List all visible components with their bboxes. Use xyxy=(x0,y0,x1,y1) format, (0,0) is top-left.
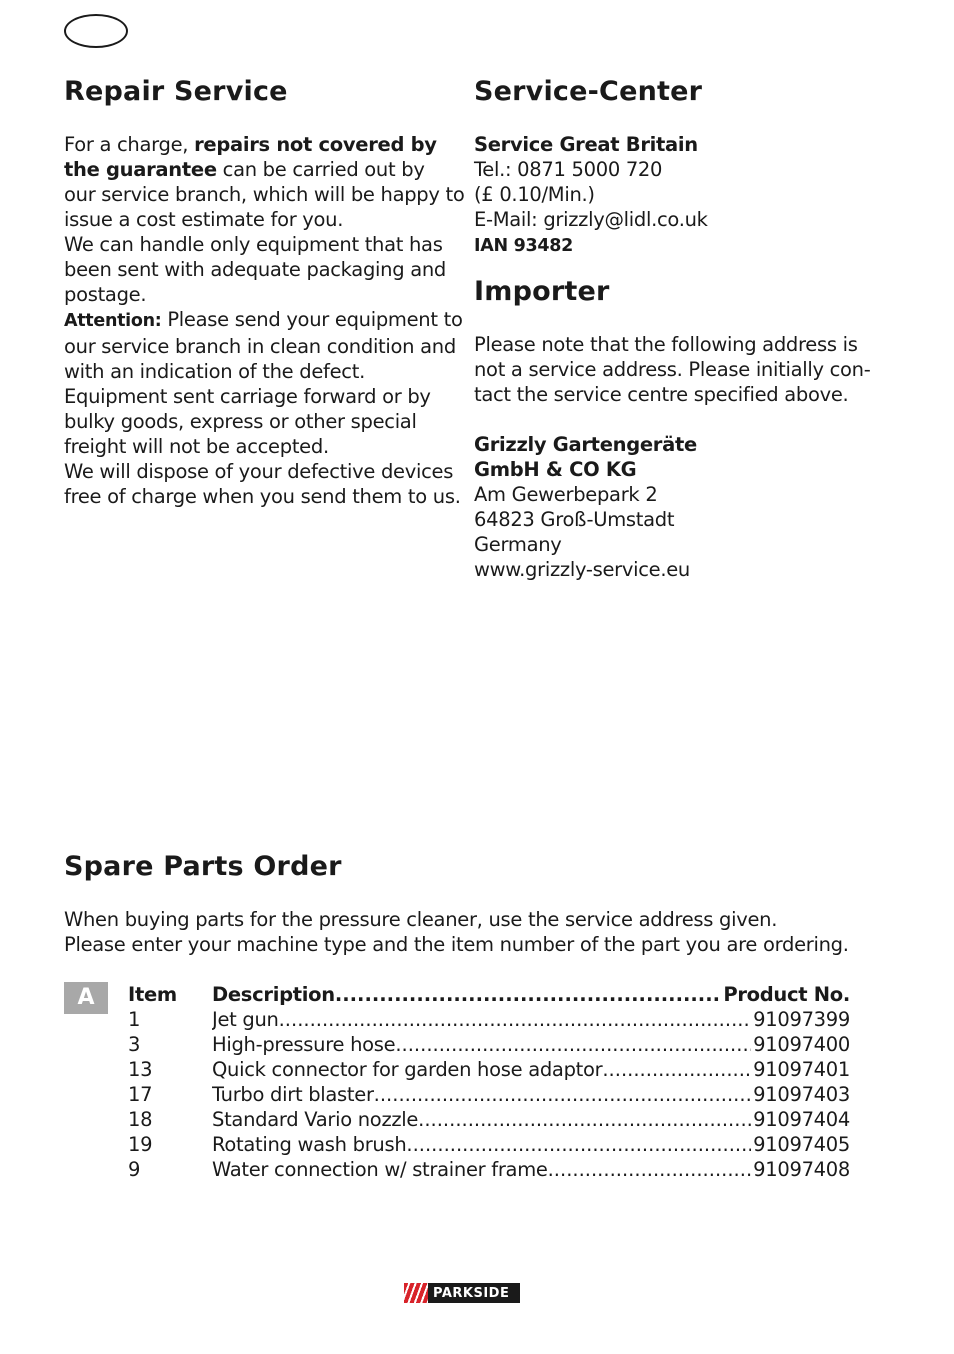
text-run: can be carried out by xyxy=(216,158,425,181)
header-item: Item xyxy=(128,983,177,1006)
leader-dots xyxy=(418,1107,751,1132)
product-number: 91097399 xyxy=(753,1008,850,1031)
repair-service-text xyxy=(64,132,465,509)
bold-text: repairs not covered by xyxy=(194,133,437,156)
service-center-text xyxy=(474,132,708,259)
table-row xyxy=(128,1032,850,1057)
text-line xyxy=(64,207,465,232)
leader-dots xyxy=(548,1157,752,1182)
text-line xyxy=(64,232,465,257)
text-line xyxy=(474,482,697,507)
part-description: Rotating wash brush xyxy=(212,1133,407,1156)
text-line xyxy=(64,132,465,157)
leader-dots xyxy=(279,1007,752,1032)
header-product: Product No. xyxy=(723,983,850,1006)
description-cell xyxy=(212,1107,751,1132)
description-cell xyxy=(212,1157,751,1182)
spare-parts-table xyxy=(128,982,850,1182)
product-number: 91097408 xyxy=(753,1158,850,1181)
description-cell xyxy=(212,1132,751,1157)
text-run: tact the service centre specified above. xyxy=(474,383,849,406)
service-center-heading: Service-Center xyxy=(474,76,703,107)
language-badge xyxy=(64,14,128,48)
description-cell xyxy=(212,1057,751,1082)
table-row xyxy=(128,1082,850,1107)
spare-parts-intro xyxy=(64,907,849,957)
text-run: www.grizzly-service.eu xyxy=(474,558,690,581)
logo-stripes xyxy=(404,1283,428,1303)
text-line xyxy=(474,432,697,457)
text-run: our service branch, which will be happy to xyxy=(64,183,465,206)
logo-text: PARKSIDE xyxy=(433,1285,510,1301)
product-number: 91097403 xyxy=(753,1083,850,1106)
bold-text: Attention: xyxy=(64,311,162,331)
text-run: Please note that the following address is xyxy=(474,333,858,356)
leader-dots xyxy=(602,1057,751,1082)
text-run: E-Mail: grizzly@lidl.co.uk xyxy=(474,208,708,231)
text-line xyxy=(64,157,465,182)
part-description: Turbo dirt blaster xyxy=(212,1083,374,1106)
text-line xyxy=(64,484,465,509)
text-line xyxy=(474,157,708,182)
text-line xyxy=(474,182,708,207)
part-description: Quick connector for garden hose adaptor xyxy=(212,1058,603,1081)
text-line xyxy=(64,182,465,207)
bold-text: the guarantee xyxy=(64,158,217,181)
text-line xyxy=(474,207,708,232)
description-cell xyxy=(212,1007,751,1032)
item-number: 17 xyxy=(128,1083,153,1106)
text-line xyxy=(64,307,465,334)
parkside-logo xyxy=(404,1283,520,1303)
text-run: Tel.: 0871 5000 720 xyxy=(474,158,663,181)
header-description: Description xyxy=(212,983,335,1006)
table-body xyxy=(128,1007,850,1182)
text-line xyxy=(474,457,697,482)
header-description-cell xyxy=(212,982,721,1007)
text-run: our service branch in clean condition and xyxy=(64,335,456,358)
item-number: 9 xyxy=(128,1158,141,1181)
importer-note xyxy=(474,332,870,407)
table-header xyxy=(128,982,850,1007)
part-description: Jet gun xyxy=(212,1008,279,1031)
item-number: 1 xyxy=(128,1008,141,1031)
text-run: Please enter your machine type and the item number of the part you are ordering. xyxy=(64,933,849,956)
text-run: been sent with adequate packaging and xyxy=(64,258,446,281)
item-number: 19 xyxy=(128,1133,153,1156)
product-number: 91097401 xyxy=(753,1058,850,1081)
text-run: Am Gewerbepark 2 xyxy=(474,483,658,506)
text-run: bulky goods, express or other special xyxy=(64,410,417,433)
importer-address xyxy=(474,432,697,582)
text-run: Equipment sent carriage forward or by xyxy=(64,385,431,408)
bold-text: IAN 93482 xyxy=(474,236,573,256)
table-row xyxy=(128,1007,850,1032)
text-run: For a charge, xyxy=(64,133,195,156)
text-line xyxy=(474,382,870,407)
table-row xyxy=(128,1107,850,1132)
text-run: We can handle only equipment that has xyxy=(64,233,443,256)
importer-heading: Importer xyxy=(474,276,610,307)
table-row xyxy=(128,1057,850,1082)
leader-dots xyxy=(374,1082,751,1107)
text-line xyxy=(64,434,465,459)
leader-dots xyxy=(406,1132,751,1157)
table-row xyxy=(128,1132,850,1157)
text-line xyxy=(474,132,708,157)
text-line xyxy=(474,357,870,382)
part-description: Standard Vario nozzle xyxy=(212,1108,419,1131)
text-line xyxy=(474,332,870,357)
text-line xyxy=(64,932,849,957)
leader-dots xyxy=(395,1032,751,1057)
item-number: 13 xyxy=(128,1058,153,1081)
table-row xyxy=(128,1157,850,1182)
part-description: Water connection w/ strainer frame xyxy=(212,1158,548,1181)
text-run: issue a cost estimate for you. xyxy=(64,208,344,231)
text-run: (£ 0.10/Min.) xyxy=(474,183,595,206)
text-run: We will dispose of your defective devices xyxy=(64,460,454,483)
text-line xyxy=(474,557,697,582)
text-run: postage. xyxy=(64,283,147,306)
description-cell xyxy=(212,1082,751,1107)
bold-text: GmbH & CO KG xyxy=(474,458,637,481)
text-line xyxy=(64,907,849,932)
text-run: not a service address. Please initially con- xyxy=(474,358,871,381)
figure-badge: A xyxy=(64,982,108,1014)
text-run: freight will not be accepted. xyxy=(64,435,329,458)
text-line xyxy=(474,532,697,557)
text-line xyxy=(64,257,465,282)
product-number: 91097404 xyxy=(753,1108,850,1131)
part-description: High-pressure hose xyxy=(212,1033,396,1056)
text-line xyxy=(64,384,465,409)
text-run: Germany xyxy=(474,533,562,556)
item-number: 3 xyxy=(128,1033,141,1056)
bold-text: Service Great Britain xyxy=(474,133,698,156)
product-number: 91097405 xyxy=(753,1133,850,1156)
text-line xyxy=(64,409,465,434)
text-line xyxy=(64,359,465,384)
text-run: with an indication of the defect. xyxy=(64,360,365,383)
text-line xyxy=(64,334,465,359)
item-number: 18 xyxy=(128,1108,153,1131)
product-number: 91097400 xyxy=(753,1033,850,1056)
text-line xyxy=(474,507,697,532)
text-run: When buying parts for the pressure cleaner, use the service address given. xyxy=(64,908,778,931)
description-cell xyxy=(212,1032,751,1057)
text-line xyxy=(474,232,708,259)
text-run: free of charge when you send them to us. xyxy=(64,485,461,508)
text-run: Please send your equipment to xyxy=(161,308,463,331)
bold-text: Grizzly Gartengeräte xyxy=(474,433,697,456)
text-run: 64823 Groß-Umstadt xyxy=(474,508,675,531)
spare-parts-heading: Spare Parts Order xyxy=(64,851,342,882)
repair-service-heading: Repair Service xyxy=(64,76,288,107)
text-line xyxy=(64,282,465,307)
leader-dots xyxy=(335,982,722,1007)
text-line xyxy=(64,459,465,484)
